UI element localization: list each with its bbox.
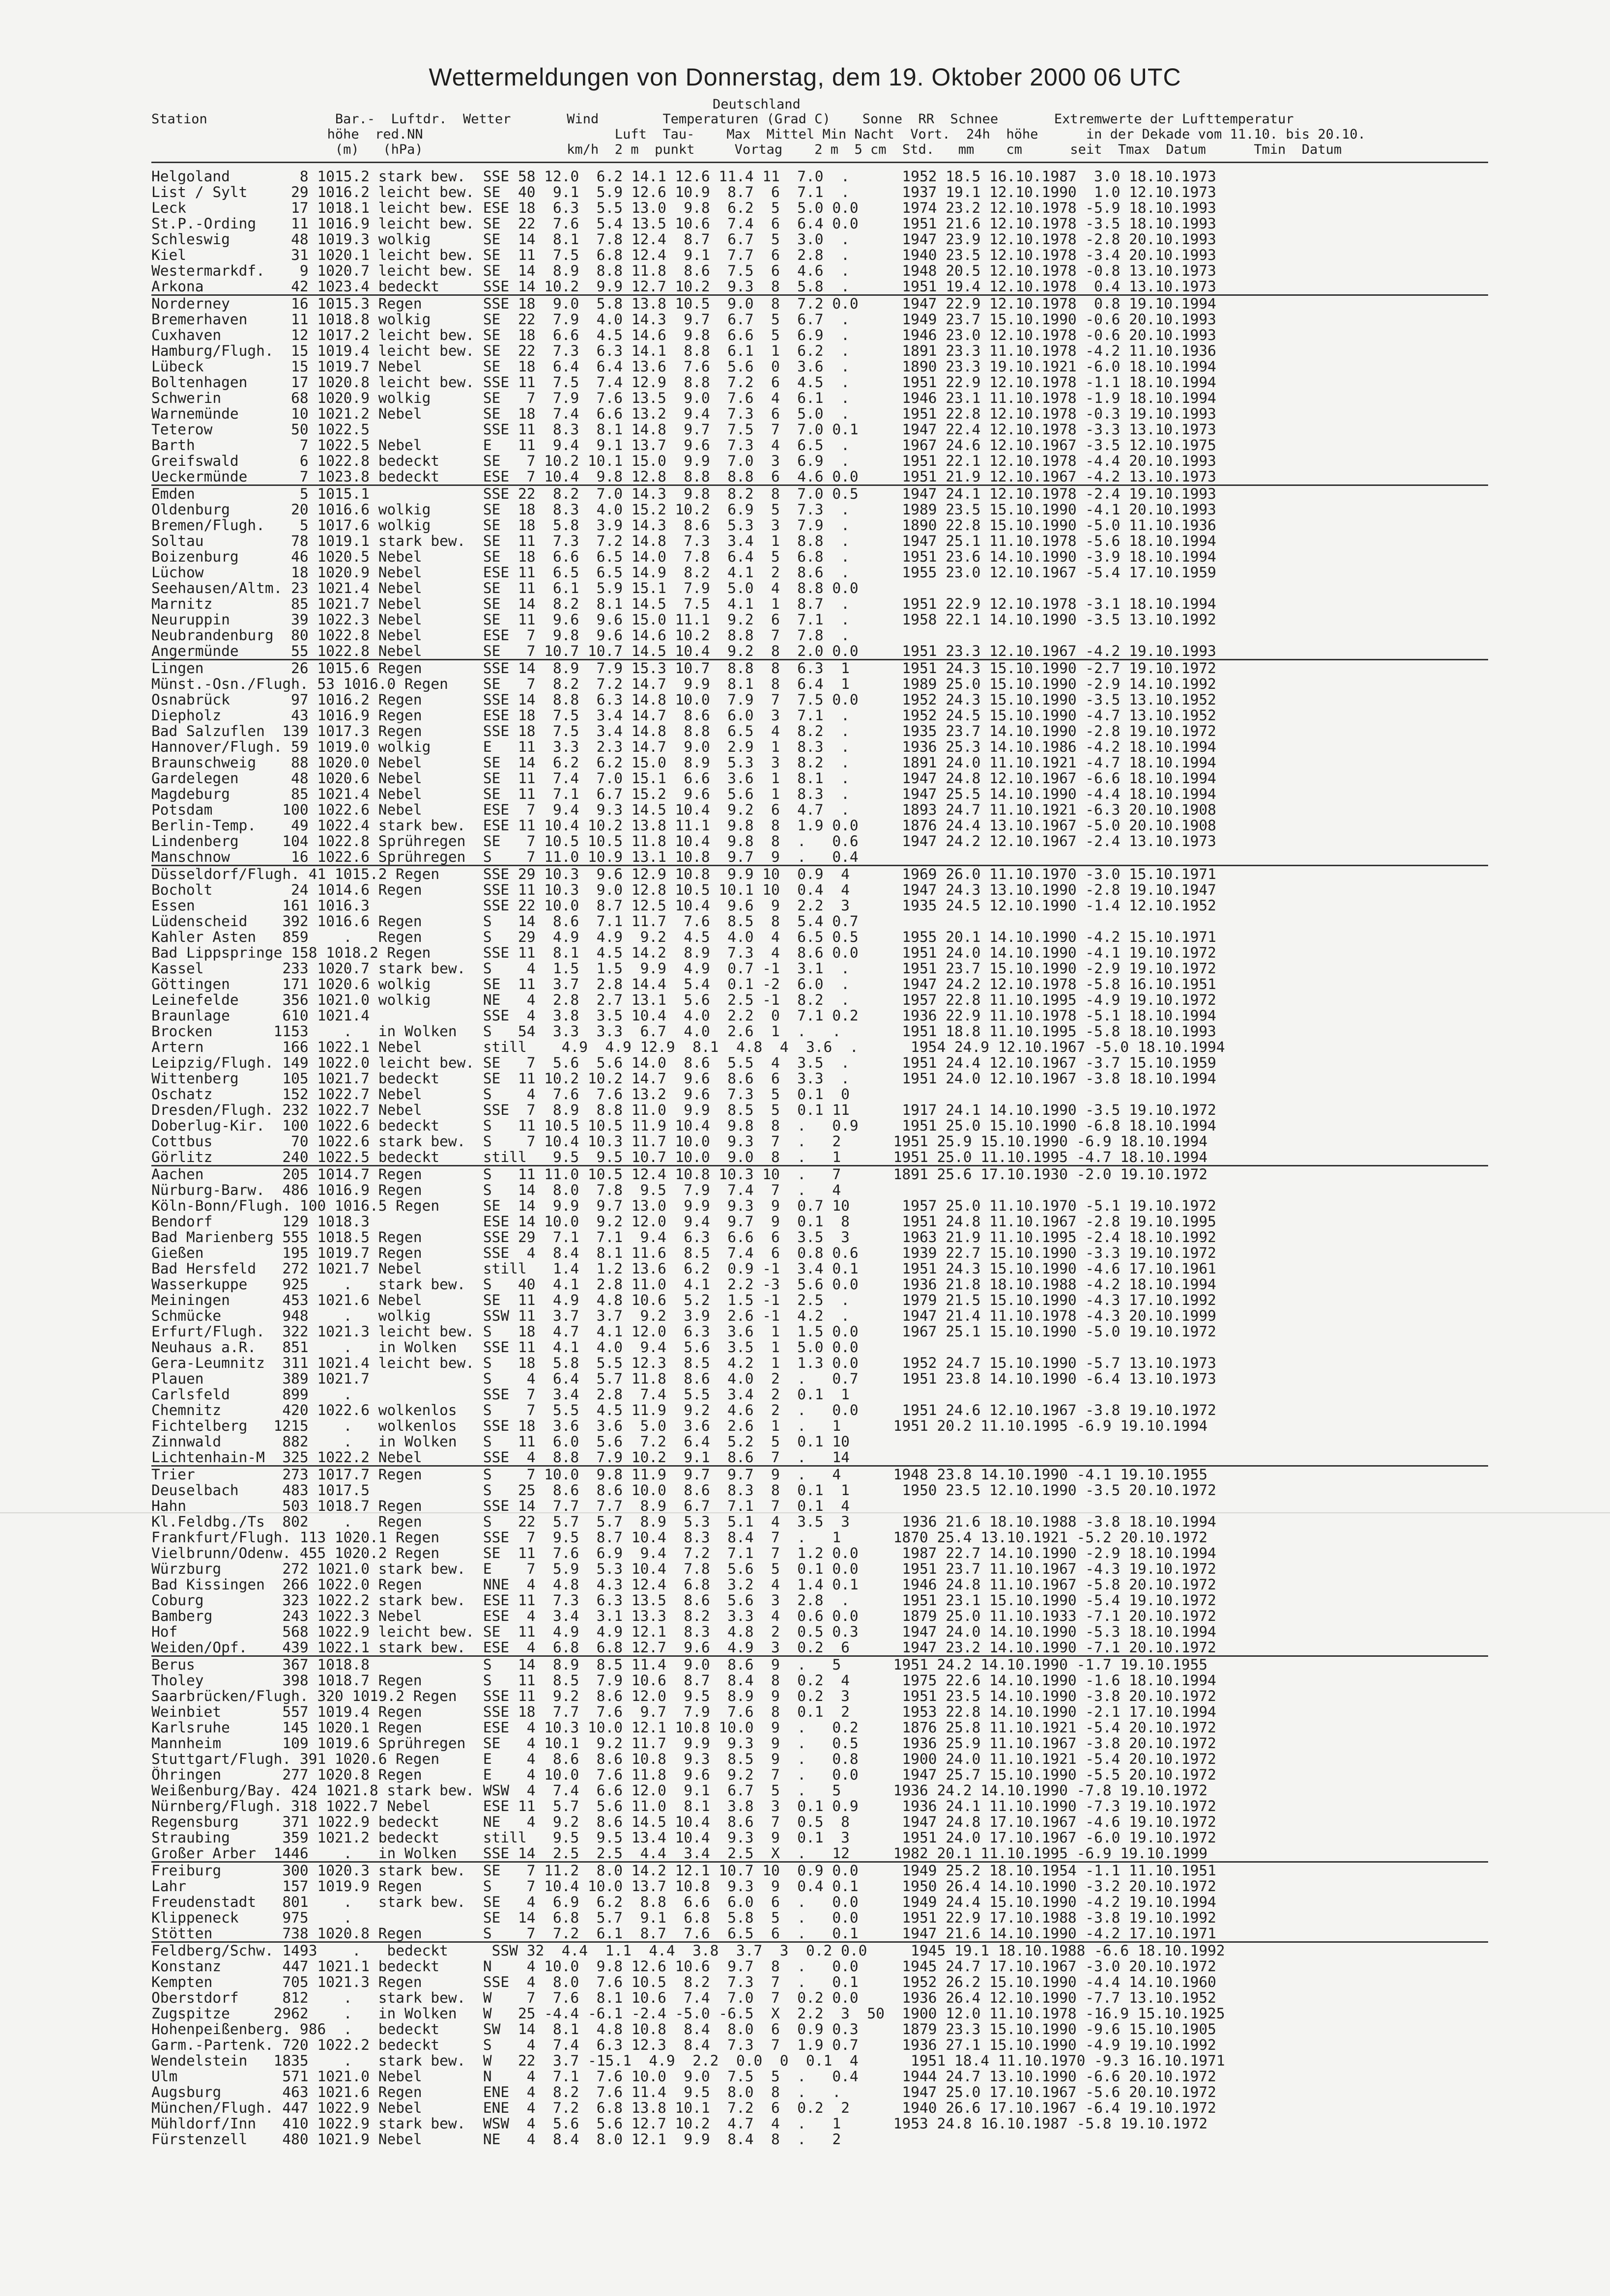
- station-row: Düsseldorf/Flugh. 41 1015.2 Regen SSE 29 10.3 9.6 12.9 10.8 9.9 10 0.9 4 1969 26.0 11.10.1970 -3.0 15.10.1971: [151, 866, 1216, 882]
- station-row: Saarbrücken/Flugh. 320 1019.2 Regen SSE 11 9.2 8.6 12.0 9.5 8.9 9 0.2 3 1951 23.5 14.10.1990 -3.8 20.10.1972: [151, 1688, 1216, 1704]
- station-row: Schwerin 68 1020.9 wolkig SE 7 7.9 7.6 13.5 9.0 7.6 4 6.1 . 1946 23.1 11.10.1978 -1.9 18.10.1994: [151, 390, 1216, 406]
- station-row: Boizenburg 46 1020.5 Nebel SE 18 6.6 6.5 14.0 7.8 6.4 5 6.8 . 1951 23.6 14.10.1990 -3.9 18.10.1994: [151, 549, 1216, 565]
- station-row: Leinefelde 356 1021.0 wolkig NE 4 2.8 2.7 13.1 5.6 2.5 -1 8.2 . 1957 22.8 11.10.1995 -4.9 19.10.1972: [151, 992, 1216, 1008]
- station-group: [151, 1465, 1488, 1655]
- station-group: [151, 1165, 1488, 1465]
- station-row: Augsburg 463 1021.6 Regen ENE 4 8.2 7.6 11.4 9.5 8.0 8 . . 1947 25.0 17.10.1967 -5.6 20.10.1972: [151, 2084, 1216, 2100]
- station-row: Garm.-Partenk. 720 1022.2 bedeckt S 4 7.4 6.3 12.3 8.4 7.3 7 1.9 0.7 1936 27.1 15.10.1990 -4.9 19.10.1992: [151, 2037, 1216, 2053]
- station-row: Neubrandenburg 80 1022.8 Nebel ESE 7 9.8 9.6 14.6 10.2 8.8 7 7.8 .: [151, 627, 850, 643]
- station-row: Neuruppin 39 1022.3 Nebel SE 11 9.6 9.6 15.0 11.1 9.2 6 7.1 . 1958 22.1 14.10.1990 -3.5 13.10.1992: [151, 612, 1216, 627]
- station-row: Bad Kissingen 266 1022.0 Regen NNE 4 4.8 4.3 12.4 6.8 3.2 4 1.4 0.1 1946 24.8 11.10.1967 -5.8 20.10.1972: [151, 1577, 1216, 1592]
- station-row: Nürnberg/Flugh. 318 1022.7 Nebel ESE 11 5.7 5.6 11.0 8.1 3.8 3 0.1 0.9 1936 24.1 11.10.1990 -7.3 19.10.1972: [151, 1798, 1216, 1814]
- station-row: Braunlage 610 1021.4 SSE 4 3.8 3.5 10.4 4.0 2.2 0 7.1 0.2 1936 22.9 11.10.1978 -5.1 18.10.1994: [151, 1008, 1216, 1023]
- station-row: Helgoland 8 1015.2 stark bew. SSE 58 12.0 6.2 14.1 12.6 11.4 11 7.0 . 1952 18.5 16.10.1987 3.0 18.10.1973: [151, 169, 1216, 184]
- station-group: [151, 294, 1488, 484]
- station-row: Bremerhaven 11 1018.8 wolkig SE 22 7.9 4.0 14.3 9.7 6.7 5 6.7 . 1949 23.7 15.10.1990 -0.6 20.10.1993: [151, 312, 1216, 327]
- station-group: [151, 865, 1488, 1165]
- station-group: [151, 1655, 1488, 1861]
- station-row: Erfurt/Flugh. 322 1021.3 leicht bew. S 18 4.7 4.1 12.0 6.3 3.6 1 1.5 0.0 1967 25.1 15.10.1990 -5.0 19.10.1972: [151, 1324, 1216, 1339]
- station-row: Hohenpeißenberg. 986 . bedeckt SW 14 8.1 4.8 10.8 8.4 8.0 6 0.9 0.3 1879 23.3 15.10.1990 -9.6 15.10.1905: [151, 2021, 1216, 2037]
- station-row: Gardelegen 48 1020.6 Nebel SE 11 7.4 7.0 15.1 6.6 3.6 1 8.1 . 1947 24.8 12.10.1967 -6.6 18.10.1994: [151, 770, 1216, 786]
- station-row: Görlitz 240 1022.5 bedeckt still 9.5 9.5 10.7 10.0 9.0 8 . 1 1951 25.0 11.10.1995 -4.7 18.10.1994: [151, 1149, 1208, 1165]
- station-row: Stötten 738 1020.8 Regen S 7 7.2 6.1 8.7 7.6 6.5 6 . 0.1 1947 21.6 14.10.1990 -4.2 17.10.1971: [151, 1926, 1216, 1941]
- station-row: Kl.Feldbg./Ts 802 . Regen S 22 5.7 5.7 8.9 5.3 5.1 4 3.5 3 1936 21.6 18.10.1988 -3.8 18.10.1994: [151, 1514, 1216, 1530]
- station-row: Berlin-Temp. 49 1022.4 stark bew. ESE 11 10.4 10.2 13.8 11.1 9.8 8 1.9 0.0 1876 24.4 13.10.1967 -5.0 20.10.1908: [151, 818, 1216, 833]
- station-row: Oberstdorf 812 . stark bew. W 7 7.6 8.1 10.6 7.4 7.0 7 0.2 0.0 1936 26.4 12.10.1990 -7.7 13.10.1952: [151, 1990, 1216, 2006]
- station-row: Dresden/Flugh. 232 1022.7 Nebel SSE 7 8.9 8.8 11.0 9.9 8.5 5 0.1 11 1917 24.1 14.10.1990 -3.5 19.10.1972: [151, 1102, 1216, 1118]
- station-row: St.P.-Ording 11 1016.9 leicht bew. SE 22 7.6 5.4 13.5 10.6 7.4 6 6.4 0.0 1951 21.6 12.10.1978 -3.5 18.10.1993: [151, 216, 1216, 231]
- station-row: Lüdenscheid 392 1016.6 Regen S 14 8.6 7.1 11.7 7.6 8.5 8 5.4 0.7: [151, 913, 859, 929]
- station-row: Schleswig 48 1019.3 wolkig SE 14 8.1 7.8 12.4 8.7 6.7 5 3.0 . 1947 23.9 12.10.1978 -2.8 20.10.1993: [151, 231, 1216, 247]
- station-row: Freudenstadt 801 . stark bew. SE 4 6.9 6.2 8.8 6.6 6.0 6 . 0.0 1949 24.4 15.10.1990 -4.2 19.10.1994: [151, 1894, 1216, 1910]
- station-row: Wendelstein 1835 . stark bew. W 22 3.7 -15.1 4.9 2.2 0.0 0 0.1 4 1951 18.4 11.10.1970 -9.3 16.10.1971: [151, 2053, 1225, 2069]
- station-row: Frankfurt/Flugh. 113 1020.1 Regen SSE 7 9.5 8.7 10.4 8.3 8.4 7 . 1 1870 25.4 13.10.1921 -5.2 20.10.1972: [151, 1530, 1208, 1545]
- station-row: Lindenberg 104 1022.8 Sprühregen SE 7 10.5 10.5 11.8 10.4 9.8 8 . 0.6 1947 24.2 12.10.1967 -2.4 13.10.1973: [151, 833, 1216, 849]
- station-row: Artern 166 1022.1 Nebel still 4.9 4.9 12.9 8.1 4.8 4 3.6 . 1954 24.9 12.10.1967 -5.0 18.10.1994: [151, 1039, 1225, 1055]
- station-row: Oschatz 152 1022.7 Nebel S 4 7.6 7.6 13.2 9.6 7.3 5 0.1 0: [151, 1086, 850, 1102]
- header-country: Deutschland: [713, 97, 801, 112]
- station-row: Bendorf 129 1018.3 ESE 14 10.0 9.2 12.0 9.4 9.7 9 0.1 8 1951 24.8 11.10.1967 -2.8 19.10.1995: [151, 1214, 1216, 1229]
- header-line-3: (m) (hPa) km/h 2 m punkt Vortag 2 m 5 cm Std. mm cm seit Tmax Datum Tmin Datum: [151, 142, 1342, 157]
- station-row: Magdeburg 85 1021.4 Nebel SE 11 7.1 6.7 15.2 9.6 5.6 1 8.3 . 1947 25.5 14.10.1990 -4.4 18.10.1994: [151, 786, 1216, 802]
- station-row: Kempten 705 1021.3 Regen SSE 4 8.0 7.6 10.5 8.2 7.3 7 . 0.1 1952 26.2 15.10.1990 -4.4 14.10.1960: [151, 1974, 1216, 1990]
- station-row: Emden 5 1015.1 SSE 22 8.2 7.0 14.3 9.8 8.2 8 7.0 0.5 1947 24.1 12.10.1978 -2.4 19.10.1993: [151, 486, 1216, 502]
- station-row: Lichtenhain-M 325 1022.2 Nebel SSE 4 8.8 7.9 10.2 9.1 8.6 7 . 14: [151, 1449, 850, 1465]
- station-row: Gera-Leumnitz 311 1021.4 leicht bew. S 18 5.8 5.5 12.3 8.5 4.2 1 1.3 0.0 1952 24.7 15.10.1990 -5.7 13.10.1973: [151, 1355, 1216, 1371]
- station-row: Leipzig/Flugh. 149 1022.0 leicht bew. SE 7 5.6 5.6 14.0 8.6 5.5 4 3.5 . 1951 24.4 12.10.1967 -3.7 15.10.1959: [151, 1055, 1216, 1071]
- station-row: Fürstenzell 480 1021.9 Nebel NE 4 8.4 8.0 12.1 9.9 8.4 8 . 2: [151, 2131, 841, 2147]
- station-row: Wasserkuppe 925 . stark bew. S 40 4.1 2.8 11.0 4.1 2.2 -3 5.6 0.0 1936 21.8 18.10.1988 -4.2 18.10.1994: [151, 1276, 1216, 1292]
- station-row: Manschnow 16 1022.6 Sprühregen S 7 11.0 10.9 13.1 10.8 9.7 9 . 0.4: [151, 849, 859, 865]
- station-row: Wittenberg 105 1021.7 bedeckt SE 11 10.2 10.2 14.7 9.6 8.6 6 3.3 . 1951 24.0 12.10.1967 -3.8 18.10.1994: [151, 1071, 1216, 1086]
- station-row: Zinnwald 882 . in Wolken S 11 6.0 5.6 7.2 6.4 5.2 5 0.1 10: [151, 1434, 850, 1449]
- station-row: Kahler Asten 859 . Regen S 29 4.9 4.9 9.2 4.5 4.0 4 6.5 0.5 1955 20.1 14.10.1990 -4.2 15.10.1971: [151, 929, 1216, 945]
- station-row: Bad Salzuflen 139 1017.3 Regen SSE 18 7.5 3.4 14.8 8.8 6.5 4 8.2 . 1935 23.7 14.10.1990 -2.8 19.10.1972: [151, 723, 1216, 739]
- station-row: Stuttgart/Flugh. 391 1020.6 Regen E 4 8.6 8.6 10.8 9.3 8.5 9 . 0.8 1900 24.0 11.10.1921 -5.4 20.10.1972: [151, 1751, 1216, 1767]
- station-row: Doberlug-Kir. 100 1022.6 bedeckt S 11 10.5 10.5 11.9 10.4 9.8 8 . 0.9 1951 25.0 15.10.1990 -6.8 18.10.1994: [151, 1118, 1216, 1134]
- station-row: Freiburg 300 1020.3 stark bew. SE 7 11.2 8.0 14.2 12.1 10.7 10 0.9 0.0 1949 25.2 18.10.1954 -1.1 11.10.1951: [151, 1863, 1216, 1878]
- station-group: [151, 1861, 1488, 1941]
- station-group: [151, 169, 1488, 294]
- station-row: Nürburg-Barw. 486 1016.9 Regen S 14 8.0 7.8 9.5 7.9 7.4 7 . 4: [151, 1182, 841, 1198]
- station-row: Ueckermünde 7 1023.8 bedeckt ESE 7 10.4 9.8 12.8 8.8 8.8 6 4.6 0.0 1951 21.9 12.10.1967 -4.2 13.10.1973: [151, 469, 1216, 484]
- station-table: [151, 169, 1488, 2147]
- station-row: Bad Lippspringe 158 1018.2 Regen SSE 11 8.1 4.5 14.2 8.9 7.3 4 8.6 0.0 1951 24.0 14.10.1990 -4.1 19.10.1972: [151, 945, 1216, 961]
- station-row: Kassel 233 1020.7 stark bew. S 4 1.5 1.5 9.9 4.9 0.7 -1 3.1 . 1951 23.7 15.10.1990 -2.9 19.10.1972: [151, 961, 1216, 976]
- header-line-2: höhe red.NN Luft Tau- Max Mittel Min Nacht Vort. 24h höhe in der Dekade vom 11.10. bis 20.10.: [151, 127, 1366, 142]
- station-row: Tholey 398 1018.7 Regen S 11 8.5 7.9 10.6 8.7 8.4 8 0.2 4 1975 22.6 14.10.1990 -1.6 18.10.1994: [151, 1672, 1216, 1688]
- station-row: Lingen 26 1015.6 Regen SSE 14 8.9 7.9 15.3 10.7 8.8 8 6.3 1 1951 24.3 15.10.1990 -2.7 19.10.1972: [151, 660, 1216, 676]
- station-row: Meiningen 453 1021.6 Nebel SE 11 4.9 4.8 10.6 5.2 1.5 -1 2.5 . 1979 21.5 15.10.1990 -4.3 17.10.1992: [151, 1292, 1216, 1308]
- station-row: List / Sylt 29 1016.2 leicht bew. SE 40 9.1 5.9 12.6 10.9 8.7 6 7.1 . 1937 19.1 12.10.1990 1.0 12.10.1973: [151, 184, 1216, 200]
- station-row: Regensburg 371 1022.9 bedeckt NE 4 9.2 8.6 14.5 10.4 8.6 7 0.5 8 1947 24.8 17.10.1967 -4.6 19.10.1972: [151, 1814, 1216, 1830]
- station-row: Osnabrück 97 1016.2 Regen SSE 14 8.8 6.3 14.8 10.0 7.9 7 7.5 0.0 1952 24.3 15.10.1990 -3.5 13.10.1952: [151, 692, 1216, 708]
- station-row: Boltenhagen 17 1020.8 leicht bew. SSE 11 7.5 7.4 12.9 8.8 7.2 6 4.5 . 1951 22.9 12.10.1978 -1.1 18.10.1994: [151, 374, 1216, 390]
- station-row: Zugspitze 2962 . in Wolken W 25 -4.4 -6.1 -2.4 -5.0 -6.5 X 2.2 3 50 1900 12.0 11.10.1978 -16.9 15.10.1925: [151, 2006, 1225, 2021]
- station-row: Angermünde 55 1022.8 Nebel SE 7 10.7 10.7 14.5 10.4 9.2 8 2.0 0.0 1951 23.3 12.10.1967 -4.2 19.10.1993: [151, 643, 1216, 659]
- station-row: Carlsfeld 899 . SSE 7 3.4 2.8 7.4 5.5 3.4 2 0.1 1: [151, 1387, 850, 1402]
- station-row: Vielbrunn/Odenw. 455 1020.2 Regen SE 11 7.6 6.9 9.4 7.2 7.1 7 1.2 0.0 1987 22.7 14.10.1990 -2.9 18.10.1994: [151, 1545, 1216, 1561]
- station-row: Seehausen/Altm. 23 1021.4 Nebel SE 11 6.1 5.9 15.1 7.9 5.0 4 8.8 0.0: [151, 580, 859, 596]
- station-row: Greifswald 6 1022.8 bedeckt SE 7 10.2 10.1 15.0 9.9 7.0 3 6.9 . 1951 22.1 12.10.1978 -4.4 20.10.1993: [151, 453, 1216, 469]
- station-row: Westermarkdf. 9 1020.7 leicht bew. SE 14 8.9 8.8 11.8 8.6 7.5 6 4.6 . 1948 20.5 12.10.1978 -0.8 13.10.1973: [151, 263, 1216, 279]
- station-row: Bad Hersfeld 272 1021.7 Nebel still 1.4 1.2 13.6 6.2 0.9 -1 3.4 0.1 1951 24.3 15.10.1990 -4.6 17.10.1961: [151, 1261, 1216, 1276]
- station-row: Konstanz 447 1021.1 bedeckt N 4 10.0 9.8 12.6 10.6 9.7 8 . 0.0 1945 24.7 17.10.1967 -3.0 20.10.1972: [151, 1958, 1216, 1974]
- station-row: Neuhaus a.R. 851 . in Wolken SSE 11 4.1 4.0 9.4 5.6 3.5 1 5.0 0.0: [151, 1339, 859, 1355]
- station-row: Bamberg 243 1022.3 Nebel ESE 4 3.4 3.1 13.3 8.2 3.3 4 0.6 0.0 1879 25.0 11.10.1933 -7.1 20.10.1972: [151, 1608, 1216, 1624]
- station-row: Cuxhaven 12 1017.2 leicht bew. SE 18 6.6 4.5 14.6 9.8 6.6 5 6.9 . 1946 23.0 12.10.1978 -0.6 20.10.1993: [151, 327, 1216, 343]
- station-row: Karlsruhe 145 1020.1 Regen ESE 4 10.3 10.0 12.1 10.8 10.0 9 . 0.2 1876 25.8 11.10.1921 -5.4 20.10.1972: [151, 1720, 1216, 1735]
- station-row: Aachen 205 1014.7 Regen S 11 11.0 10.5 12.4 10.8 10.3 10 . 7 1891 25.6 17.10.1930 -2.0 19.10.1972: [151, 1166, 1208, 1182]
- station-row: Bremen/Flugh. 5 1017.6 wolkig SE 18 5.8 3.9 14.3 8.6 5.3 3 7.9 . 1890 22.8 15.10.1990 -5.0 11.10.1936: [151, 517, 1216, 533]
- station-row: Ulm 571 1021.0 Nebel N 4 7.1 7.6 10.0 9.0 7.5 5 . 0.4 1944 24.7 13.10.1990 -6.6 20.10.1972: [151, 2069, 1216, 2084]
- station-row: Hamburg/Flugh. 15 1019.4 leicht bew. SE 22 7.3 6.3 14.1 8.8 6.1 1 6.2 . 1891 23.3 11.10.1978 -4.2 11.10.1936: [151, 343, 1216, 359]
- station-row: Mannheim 109 1019.6 Sprühregen SE 4 10.1 9.2 11.7 9.9 9.3 9 . 0.5 1936 25.9 11.10.1967 -3.8 20.10.1972: [151, 1735, 1216, 1751]
- station-group: [151, 484, 1488, 659]
- header-line-1: Station Bar.- Luftdr. Wetter Wind Temperaturen (Grad C) Sonne RR Schnee Extremwerte der Lufttemperatur: [151, 112, 1294, 127]
- station-row: Coburg 323 1022.2 stark bew. ESE 11 7.3 6.3 13.5 8.6 5.6 3 2.8 . 1951 23.1 15.10.1990 -5.4 19.10.1972: [151, 1592, 1216, 1608]
- station-row: Trier 273 1017.7 Regen S 7 10.0 9.8 11.9 9.7 9.7 9 . 4 1948 23.8 14.10.1990 -4.1 19.10.1955: [151, 1467, 1208, 1482]
- station-row: Lüchow 18 1020.9 Nebel ESE 11 6.5 6.5 14.9 8.2 4.1 2 8.6 . 1955 23.0 12.10.1967 -5.4 17.10.1959: [151, 565, 1216, 580]
- station-row: Hof 568 1022.9 leicht bew. SE 11 4.9 4.9 12.1 8.3 4.8 2 0.5 0.3 1947 24.0 14.10.1990 -5.3 18.10.1994: [151, 1624, 1216, 1640]
- station-row: Berus 367 1018.8 S 14 8.9 8.5 11.4 9.0 8.6 9 . 5 1951 24.2 14.10.1990 -1.7 19.10.1955: [151, 1657, 1208, 1672]
- station-row: Weinbiet 557 1019.4 Regen SSE 18 7.7 7.6 9.7 7.9 7.6 8 0.1 2 1953 22.8 14.10.1990 -2.1 17.10.1994: [151, 1704, 1216, 1720]
- station-row: Hannover/Flugh. 59 1019.0 wolkig E 11 3.3 2.3 14.7 9.0 2.9 1 8.3 . 1936 25.3 14.10.1986 -4.2 18.10.1994: [151, 739, 1216, 755]
- station-row: Potsdam 100 1022.6 Nebel ESE 7 9.4 9.3 14.5 10.4 9.2 6 4.7 . 1893 24.7 11.10.1921 -6.3 20.10.1908: [151, 802, 1216, 818]
- station-row: Feldberg/Schw. 1493 . bedeckt SSW 32 4.4 1.1 4.4 3.8 3.7 3 0.2 0.0 1945 19.1 18.10.1988 -6.6 18.10.1992: [151, 1943, 1225, 1958]
- header-rule: [151, 162, 1488, 163]
- station-row: München/Flugh. 447 1022.9 Nebel ENE 4 7.2 6.8 13.8 10.1 7.2 6 0.2 2 1940 26.6 17.10.1967 -6.4 19.10.1972: [151, 2100, 1216, 2116]
- station-row: Gießen 195 1019.7 Regen SSE 4 8.4 8.1 11.6 8.5 7.4 6 0.8 0.6 1939 22.7 15.10.1990 -3.3 19.10.1972: [151, 1245, 1216, 1261]
- station-row: Bad Marienberg 555 1018.5 Regen SSE 29 7.1 7.1 9.4 6.3 6.6 6 3.5 3 1963 21.9 11.10.1995 -2.4 18.10.1992: [151, 1229, 1216, 1245]
- station-row: Kiel 31 1020.1 leicht bew. SE 11 7.5 6.8 12.4 9.1 7.7 6 2.8 . 1940 23.5 12.10.1978 -3.4 20.10.1993: [151, 247, 1216, 263]
- station-row: Marnitz 85 1021.7 Nebel SE 14 8.2 8.1 14.5 7.5 4.1 1 8.7 . 1951 22.9 12.10.1978 -3.1 18.10.1994: [151, 596, 1216, 612]
- station-row: Deuselbach 483 1017.5 S 25 8.6 8.6 10.0 8.6 8.3 8 0.1 1 1950 23.5 12.10.1990 -3.5 20.10.1972: [151, 1482, 1216, 1498]
- station-row: Barth 7 1022.5 Nebel E 11 9.4 9.1 13.7 9.6 7.3 4 6.5 . 1967 24.6 12.10.1967 -3.5 12.10.1975: [151, 437, 1216, 453]
- station-row: Köln-Bonn/Flugh. 100 1016.5 Regen SE 14 9.9 9.7 13.0 9.9 9.3 9 0.7 10 1957 25.0 11.10.1970 -5.1 19.10.1972: [151, 1198, 1216, 1214]
- station-row: Klippeneck 975 . SE 14 6.8 5.7 9.1 6.8 5.8 5 . 0.0 1951 22.9 17.10.1988 -3.8 19.10.1992: [151, 1910, 1216, 1926]
- station-row: Diepholz 43 1016.9 Regen ESE 18 7.5 3.4 14.7 8.6 6.0 3 7.1 . 1952 24.5 15.10.1990 -4.7 13.10.1952: [151, 708, 1216, 723]
- station-row: Lahr 157 1019.9 Regen S 7 10.4 10.0 13.7 10.8 9.3 9 0.4 0.1 1950 26.4 14.10.1990 -3.2 20.10.1972: [151, 1878, 1216, 1894]
- station-row: Leck 17 1018.1 leicht bew. ESE 18 6.3 5.5 13.0 9.8 6.2 5 5.0 0.0 1974 23.2 12.10.1978 -5.9 18.10.1993: [151, 200, 1216, 216]
- station-row: Straubing 359 1021.2 bedeckt still 9.5 9.5 13.4 10.4 9.3 9 0.1 3 1951 24.0 17.10.1967 -6.0 19.10.1972: [151, 1830, 1216, 1845]
- station-row: Arkona 42 1023.4 bedeckt SSE 14 10.2 9.9 12.7 10.2 9.3 8 5.8 . 1951 19.4 12.10.1978 0.4 13.10.1973: [151, 279, 1216, 294]
- station-row: Cottbus 70 1022.6 stark bew. S 7 10.4 10.3 11.7 10.0 9.3 7 . 2 1951 25.9 15.10.1990 -6.9 18.10.1994: [151, 1134, 1208, 1149]
- station-row: Teterow 50 1022.5 SSE 11 8.3 8.1 14.8 9.7 7.5 7 7.0 0.1 1947 22.4 12.10.1978 -3.3 13.10.1973: [151, 422, 1216, 437]
- station-row: Öhringen 277 1020.8 Regen E 4 10.0 7.6 11.8 9.6 9.2 7 . 0.0 1947 25.7 15.10.1990 -5.5 20.10.1972: [151, 1767, 1216, 1783]
- station-row: Würzburg 272 1021.0 stark bew. E 7 5.9 5.3 10.4 7.8 5.6 5 0.1 0.0 1951 23.7 11.10.1967 -4.3 19.10.1972: [151, 1561, 1216, 1577]
- station-row: Großer Arber 1446 . in Wolken SSE 14 2.5 2.5 4.4 3.4 2.5 X . 12 1982 20.1 11.10.1995 -6.9 19.10.1999: [151, 1845, 1208, 1861]
- station-row: Norderney 16 1015.3 Regen SSE 18 9.0 5.8 13.8 10.5 9.0 8 7.2 0.0 1947 22.9 12.10.1978 0.8 19.10.1994: [151, 296, 1216, 312]
- station-row: Weiden/Opf. 439 1022.1 stark bew. ESE 4 6.8 6.8 12.7 9.6 4.9 3 0.2 6 1947 23.2 14.10.1990 -7.1 20.10.1972: [151, 1640, 1216, 1655]
- station-row: Plauen 389 1021.7 S 4 6.4 5.7 11.8 8.6 4.0 2 . 0.7 1951 23.8 14.10.1990 -6.4 13.10.1973: [151, 1371, 1216, 1387]
- station-row: Hahn 503 1018.7 Regen SSE 14 7.7 7.7 8.9 6.7 7.1 7 0.1 4: [151, 1498, 850, 1514]
- station-row: Warnemünde 10 1021.2 Nebel SE 18 7.4 6.6 13.2 9.4 7.3 6 5.0 . 1951 22.8 12.10.1978 -0.3 19.10.1993: [151, 406, 1216, 422]
- station-row: Soltau 78 1019.1 stark bew. SE 11 7.3 7.2 14.8 7.3 3.4 1 8.8 . 1947 25.1 11.10.1978 -5.6 18.10.1994: [151, 533, 1216, 549]
- station-row: Mühldorf/Inn 410 1022.9 stark bew. WSW 4 5.6 5.6 12.7 10.2 4.7 4 . 1 1953 24.8 16.10.1987 -5.8 19.10.1972: [151, 2116, 1208, 2131]
- station-row: Chemnitz 420 1022.6 wolkenlos S 7 5.5 4.5 11.9 9.2 4.6 2 . 0.0 1951 24.6 12.10.1967 -3.8 19.10.1972: [151, 1402, 1216, 1418]
- station-row: Weißenburg/Bay. 424 1021.8 stark bew. WSW 4 7.4 6.6 12.0 9.1 6.7 5 . 5 1936 24.2 14.10.1990 -7.8 19.10.1972: [151, 1783, 1208, 1798]
- station-row: Bocholt 24 1014.6 Regen SSE 11 10.3 9.0 12.8 10.5 10.1 10 0.4 4 1947 24.3 13.10.1990 -2.8 19.10.1947: [151, 882, 1216, 898]
- station-row: Münst.-Osn./Flugh. 53 1016.0 Regen SE 7 8.2 7.2 14.7 9.9 8.1 8 6.4 1 1989 25.0 15.10.1990 -2.9 14.10.1992: [151, 676, 1216, 692]
- station-row: Göttingen 171 1020.6 wolkig SE 11 3.7 2.8 14.4 5.4 0.1 -2 6.0 . 1947 24.2 12.10.1978 -5.8 16.10.1951: [151, 976, 1216, 992]
- station-row: Essen 161 1016.3 SSE 22 10.0 8.7 12.5 10.4 9.6 9 2.2 3 1935 24.5 12.10.1990 -1.4 12.10.1952: [151, 898, 1216, 913]
- station-row: Lübeck 15 1019.7 Nebel SE 18 6.4 6.4 13.6 7.6 5.6 0 3.6 . 1890 23.3 19.10.1921 -6.0 18.10.1994: [151, 359, 1216, 374]
- station-group: [151, 1941, 1488, 2147]
- station-row: Fichtelberg 1215 . wolkenlos SSE 18 3.6 3.6 5.0 3.6 2.6 1 . 1 1951 20.2 11.10.1995 -6.9 19.10.1994: [151, 1418, 1208, 1434]
- station-row: Brocken 1153 . in Wolken S 54 3.3 3.3 6.7 4.0 2.6 1 . . 1951 18.8 11.10.1995 -5.8 18.10.1993: [151, 1023, 1216, 1039]
- station-group: [151, 659, 1488, 865]
- page-title: Wettermeldungen von Donnerstag, dem 19. Oktober 2000 06 UTC: [429, 63, 1181, 91]
- station-row: Oldenburg 20 1016.6 wolkig SE 18 8.3 4.0 15.2 10.2 6.9 5 7.3 . 1989 23.5 15.10.1990 -4.1 20.10.1993: [151, 502, 1216, 517]
- station-row: Braunschweig 88 1020.0 Nebel SE 14 6.2 6.2 15.0 8.9 5.3 3 8.2 . 1891 24.0 11.10.1921 -4.7 18.10.1994: [151, 755, 1216, 770]
- station-row: Schmücke 948 . wolkig SSW 11 3.7 3.7 9.2 3.9 2.6 -1 4.2 . 1947 21.4 11.10.1978 -4.3 20.10.1999: [151, 1308, 1216, 1324]
